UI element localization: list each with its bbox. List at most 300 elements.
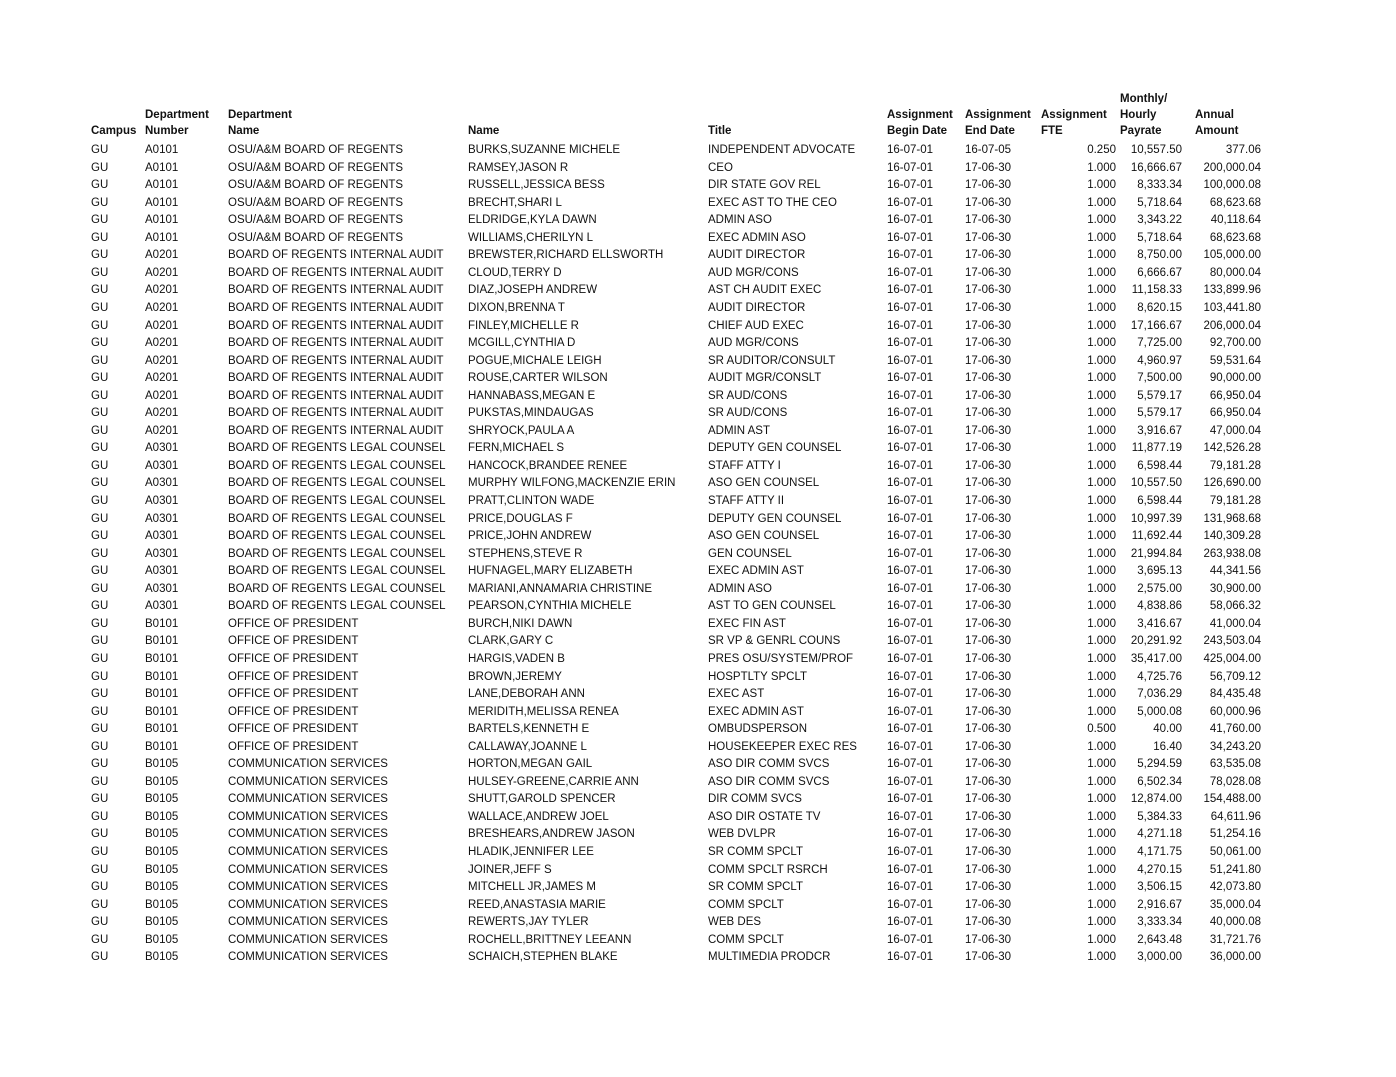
cell-title: HOSPTLTY SPCLT xyxy=(708,670,808,683)
cell-dept-number: B0105 xyxy=(145,863,179,876)
cell-dept-name: BOARD OF REGENTS INTERNAL AUDIT xyxy=(228,337,444,350)
cell-dept-name: OFFICE OF PRESIDENT xyxy=(228,617,359,630)
cell-begin: 16-07-01 xyxy=(887,442,934,455)
cell-dept-number: B0105 xyxy=(145,793,179,806)
cell-annual: 60,000.96 xyxy=(1209,705,1261,718)
cell-end: 17-06-30 xyxy=(965,284,1012,297)
cell-end: 17-06-30 xyxy=(965,810,1012,823)
cell-title: EXEC AST xyxy=(708,688,765,701)
cell-campus: GU xyxy=(91,266,109,279)
header-end-line: Assignment xyxy=(965,109,1031,121)
cell-fte: 0.250 xyxy=(1087,144,1116,156)
cell-annual: 66,950.04 xyxy=(1209,407,1261,420)
cell-begin: 16-07-01 xyxy=(887,916,934,929)
cell-name: SHUTT,GAROLD SPENCER xyxy=(468,793,616,806)
cell-fte: 1.000 xyxy=(1087,372,1116,385)
cell-name: PEARSON,CYNTHIA MICHELE xyxy=(468,600,632,613)
cell-title: SR COMM SPCLT xyxy=(708,846,803,858)
cell-begin: 16-07-01 xyxy=(887,582,934,595)
cell-title: STAFF ATTY I xyxy=(708,459,781,472)
cell-dept-name: OSU/A&M BOARD OF REGENTS xyxy=(228,144,404,156)
header-end-line: End Date xyxy=(965,125,1015,137)
cell-dept-name: BOARD OF REGENTS LEGAL COUNSEL xyxy=(228,600,446,613)
cell-campus: GU xyxy=(91,617,109,630)
cell-end: 17-06-30 xyxy=(965,354,1012,367)
cell-dept-number: B0105 xyxy=(145,933,179,946)
cell-name: CALLAWAY,JOANNE L xyxy=(468,740,587,753)
cell-dept-number: A0301 xyxy=(145,600,179,613)
cell-campus: GU xyxy=(91,582,109,595)
cell-payrate: 7,036.29 xyxy=(1137,688,1182,701)
cell-fte: 1.000 xyxy=(1087,705,1116,718)
cell-campus: GU xyxy=(91,652,109,665)
cell-annual: 103,441.80 xyxy=(1203,301,1261,314)
cell-campus: GU xyxy=(91,512,109,525)
cell-fte: 1.000 xyxy=(1087,881,1116,894)
cell-name: MITCHELL JR,JAMES M xyxy=(468,881,597,894)
cell-end: 17-06-30 xyxy=(965,635,1012,648)
cell-dept-number: A0101 xyxy=(145,144,179,156)
cell-dept-number: A0301 xyxy=(145,547,179,560)
cell-fte: 1.000 xyxy=(1087,793,1116,806)
cell-name: SCHAICH,STEPHEN BLAKE xyxy=(468,951,618,964)
cell-dept-name: OFFICE OF PRESIDENT xyxy=(228,635,359,648)
cell-begin: 16-07-01 xyxy=(887,846,934,858)
cell-dept-name: OFFICE OF PRESIDENT xyxy=(228,688,359,701)
cell-fte: 1.000 xyxy=(1087,565,1116,578)
cell-title: SR AUD/CONS xyxy=(708,389,788,402)
cell-fte: 1.000 xyxy=(1087,530,1116,543)
cell-dept-name: COMMUNICATION SERVICES xyxy=(228,810,388,823)
cell-payrate: 17,166.67 xyxy=(1130,319,1182,332)
cell-fte: 1.000 xyxy=(1087,775,1116,788)
cell-fte: 1.000 xyxy=(1087,407,1116,420)
cell-name: MARIANI,ANNAMARIA CHRISTINE xyxy=(468,582,653,595)
cell-annual: 79,181.28 xyxy=(1209,459,1261,472)
cell-campus: GU xyxy=(91,284,109,297)
cell-title: ASO DIR COMM SVCS xyxy=(708,758,830,771)
cell-title: WEB DES xyxy=(708,916,762,929)
cell-end: 17-06-30 xyxy=(965,565,1012,578)
cell-end: 17-06-30 xyxy=(965,389,1012,402)
cell-begin: 16-07-01 xyxy=(887,284,934,297)
cell-title: ASO DIR COMM SVCS xyxy=(708,775,830,788)
cell-title: SR COMM SPCLT xyxy=(708,881,803,894)
cell-dept-number: A0201 xyxy=(145,301,179,314)
cell-dept-number: B0105 xyxy=(145,881,179,894)
cell-end: 17-06-30 xyxy=(965,424,1012,437)
cell-annual: 263,938.08 xyxy=(1203,547,1261,560)
cell-end: 17-06-30 xyxy=(965,249,1012,262)
cell-fte: 1.000 xyxy=(1087,477,1116,490)
cell-fte: 1.000 xyxy=(1087,828,1116,841)
cell-campus: GU xyxy=(91,249,109,262)
cell-fte: 1.000 xyxy=(1087,617,1116,630)
cell-annual: 35,000.04 xyxy=(1209,898,1261,911)
cell-campus: GU xyxy=(91,600,109,613)
cell-end: 17-06-30 xyxy=(965,442,1012,455)
cell-dept-name: COMMUNICATION SERVICES xyxy=(228,846,388,858)
cell-campus: GU xyxy=(91,442,109,455)
cell-end: 17-06-30 xyxy=(965,161,1012,174)
cell-begin: 16-07-01 xyxy=(887,705,934,718)
cell-payrate: 5,000.08 xyxy=(1137,705,1182,718)
cell-dept-number: A0101 xyxy=(145,214,179,227)
cell-title: EXEC ADMIN AST xyxy=(708,705,804,718)
cell-campus: GU xyxy=(91,565,109,578)
cell-campus: GU xyxy=(91,179,109,192)
cell-dept-number: A0201 xyxy=(145,337,179,350)
cell-annual: 142,526.28 xyxy=(1203,442,1261,455)
cell-begin: 16-07-01 xyxy=(887,775,934,788)
header-payrate-line: Hourly xyxy=(1120,109,1157,121)
cell-fte: 1.000 xyxy=(1087,196,1116,209)
cell-begin: 16-07-01 xyxy=(887,810,934,823)
cell-payrate: 8,750.00 xyxy=(1137,249,1182,262)
cell-dept-number: A0201 xyxy=(145,407,179,420)
header-fte-line: FTE xyxy=(1041,125,1063,137)
cell-campus: GU xyxy=(91,477,109,490)
cell-begin: 16-07-01 xyxy=(887,477,934,490)
cell-title: EXEC ADMIN AST xyxy=(708,565,804,578)
cell-annual: 80,000.04 xyxy=(1209,266,1261,279)
cell-begin: 16-07-01 xyxy=(887,652,934,665)
cell-name: PUKSTAS,MINDAUGAS xyxy=(468,407,594,420)
cell-begin: 16-07-01 xyxy=(887,530,934,543)
header-begin-line: Assignment xyxy=(887,109,953,121)
cell-annual: 63,535.08 xyxy=(1209,758,1261,771)
cell-campus: GU xyxy=(91,196,109,209)
cell-end: 17-06-30 xyxy=(965,846,1012,858)
cell-annual: 377.06 xyxy=(1225,144,1261,156)
cell-dept-name: COMMUNICATION SERVICES xyxy=(228,898,388,911)
cell-name: BURCH,NIKI DAWN xyxy=(468,617,573,630)
cell-end: 17-06-30 xyxy=(965,372,1012,385)
cell-fte: 1.000 xyxy=(1087,916,1116,929)
cell-dept-number: B0101 xyxy=(145,723,179,736)
cell-begin: 16-07-01 xyxy=(887,144,934,156)
cell-end: 17-06-30 xyxy=(965,337,1012,350)
cell-title: GEN COUNSEL xyxy=(708,547,792,560)
cell-annual: 47,000.04 xyxy=(1209,424,1261,437)
cell-dept-number: A0301 xyxy=(145,459,179,472)
cell-payrate: 7,500.00 xyxy=(1137,372,1182,385)
cell-title: PRES OSU/SYSTEM/PROF xyxy=(708,652,854,665)
cell-begin: 16-07-01 xyxy=(887,635,934,648)
cell-name: PRICE,JOHN ANDREW xyxy=(468,530,592,543)
cell-dept-name: BOARD OF REGENTS INTERNAL AUDIT xyxy=(228,249,444,262)
cell-dept-name: COMMUNICATION SERVICES xyxy=(228,933,388,946)
cell-end: 17-06-30 xyxy=(965,758,1012,771)
cell-fte: 1.000 xyxy=(1087,301,1116,314)
cell-fte: 1.000 xyxy=(1087,933,1116,946)
cell-title: DEPUTY GEN COUNSEL xyxy=(708,442,842,455)
cell-campus: GU xyxy=(91,530,109,543)
cell-annual: 243,503.04 xyxy=(1203,635,1261,648)
header-dept-number-line: Department xyxy=(145,109,209,121)
cell-title: EXEC FIN AST xyxy=(708,617,786,630)
cell-name: SHRYOCK,PAULA A xyxy=(468,424,575,437)
cell-dept-number: A0101 xyxy=(145,179,179,192)
cell-annual: 34,243.20 xyxy=(1209,740,1261,753)
cell-dept-number: B0105 xyxy=(145,775,179,788)
cell-annual: 68,623.68 xyxy=(1209,231,1261,244)
cell-end: 17-06-30 xyxy=(965,301,1012,314)
cell-payrate: 16,666.67 xyxy=(1130,161,1182,174)
cell-dept-name: BOARD OF REGENTS LEGAL COUNSEL xyxy=(228,512,446,525)
cell-end: 17-06-30 xyxy=(965,951,1012,964)
cell-end: 17-06-30 xyxy=(965,881,1012,894)
cell-dept-name: BOARD OF REGENTS INTERNAL AUDIT xyxy=(228,301,444,314)
cell-dept-name: BOARD OF REGENTS INTERNAL AUDIT xyxy=(228,389,444,402)
cell-campus: GU xyxy=(91,740,109,753)
cell-title: DEPUTY GEN COUNSEL xyxy=(708,512,842,525)
cell-begin: 16-07-01 xyxy=(887,723,934,736)
header-campus-line: Campus xyxy=(91,125,137,137)
cell-campus: GU xyxy=(91,810,109,823)
cell-dept-number: B0105 xyxy=(145,758,179,771)
cell-campus: GU xyxy=(91,407,109,420)
cell-title: CHIEF AUD EXEC xyxy=(708,319,804,332)
cell-annual: 90,000.00 xyxy=(1209,372,1261,385)
cell-begin: 16-07-01 xyxy=(887,933,934,946)
cell-campus: GU xyxy=(91,916,109,929)
cell-dept-number: A0301 xyxy=(145,565,179,578)
cell-dept-number: A0201 xyxy=(145,389,179,402)
cell-payrate: 11,877.19 xyxy=(1131,442,1182,455)
cell-begin: 16-07-01 xyxy=(887,951,934,964)
cell-fte: 1.000 xyxy=(1087,284,1116,297)
cell-begin: 16-07-01 xyxy=(887,793,934,806)
cell-title: AUDIT DIRECTOR xyxy=(708,249,806,262)
cell-fte: 1.000 xyxy=(1087,389,1116,402)
cell-campus: GU xyxy=(91,863,109,876)
cell-fte: 1.000 xyxy=(1087,214,1116,227)
cell-name: REWERTS,JAY TYLER xyxy=(468,916,589,929)
cell-dept-name: COMMUNICATION SERVICES xyxy=(228,951,388,964)
cell-begin: 16-07-01 xyxy=(887,863,934,876)
cell-annual: 154,488.00 xyxy=(1203,793,1261,806)
cell-campus: GU xyxy=(91,846,109,858)
cell-payrate: 11,158.33 xyxy=(1131,284,1182,297)
cell-fte: 1.000 xyxy=(1087,951,1116,964)
cell-fte: 1.000 xyxy=(1087,635,1116,648)
cell-end: 17-06-30 xyxy=(965,916,1012,929)
cell-dept-name: OSU/A&M BOARD OF REGENTS xyxy=(228,214,404,227)
cell-campus: GU xyxy=(91,495,109,507)
cell-name: STEPHENS,STEVE R xyxy=(468,547,583,560)
cell-end: 16-07-05 xyxy=(965,144,1012,156)
cell-name: BRESHEARS,ANDREW JASON xyxy=(468,828,635,841)
cell-annual: 40,118.64 xyxy=(1210,214,1261,227)
cell-annual: 68,623.68 xyxy=(1209,196,1261,209)
cell-payrate: 2,575.00 xyxy=(1137,582,1182,595)
cell-begin: 16-07-01 xyxy=(887,179,934,192)
header-payrate-line: Payrate xyxy=(1120,125,1162,137)
cell-dept-name: BOARD OF REGENTS LEGAL COUNSEL xyxy=(228,495,446,507)
cell-begin: 16-07-01 xyxy=(887,512,934,525)
cell-campus: GU xyxy=(91,459,109,472)
header-annual-line: Annual xyxy=(1195,109,1234,121)
cell-dept-name: OFFICE OF PRESIDENT xyxy=(228,670,359,683)
cell-campus: GU xyxy=(91,828,109,841)
cell-name: HANNABASS,MEGAN E xyxy=(468,389,596,402)
cell-title: WEB DVLPR xyxy=(708,828,776,841)
cell-end: 17-06-30 xyxy=(965,933,1012,946)
cell-fte: 1.000 xyxy=(1087,161,1116,174)
cell-title: ADMIN ASO xyxy=(708,214,772,227)
cell-begin: 16-07-01 xyxy=(887,372,934,385)
cell-annual: 44,341.56 xyxy=(1209,565,1261,578)
cell-campus: GU xyxy=(91,951,109,964)
cell-dept-number: B0101 xyxy=(145,635,179,648)
cell-fte: 1.000 xyxy=(1087,898,1116,911)
cell-fte: 1.000 xyxy=(1087,846,1116,858)
cell-fte: 0.500 xyxy=(1087,723,1116,736)
cell-dept-name: BOARD OF REGENTS LEGAL COUNSEL xyxy=(228,442,446,455)
cell-begin: 16-07-01 xyxy=(887,424,934,437)
cell-end: 17-06-30 xyxy=(965,196,1012,209)
cell-name: JOINER,JEFF S xyxy=(468,863,552,876)
cell-dept-name: OFFICE OF PRESIDENT xyxy=(228,723,359,736)
cell-payrate: 4,271.18 xyxy=(1137,828,1182,841)
cell-fte: 1.000 xyxy=(1087,863,1116,876)
cell-payrate: 4,270.15 xyxy=(1137,863,1182,876)
cell-end: 17-06-30 xyxy=(965,231,1012,244)
cell-campus: GU xyxy=(91,301,109,314)
cell-annual: 56,709.12 xyxy=(1209,670,1261,683)
cell-name: BROWN,JEREMY xyxy=(468,670,562,683)
header-name-line: Name xyxy=(468,125,500,137)
cell-campus: GU xyxy=(91,144,109,156)
cell-title: AST TO GEN COUNSEL xyxy=(708,600,836,613)
cell-begin: 16-07-01 xyxy=(887,161,934,174)
cell-payrate: 5,579.17 xyxy=(1137,407,1182,420)
cell-fte: 1.000 xyxy=(1087,459,1116,472)
cell-payrate: 3,000.00 xyxy=(1137,951,1182,964)
cell-annual: 92,700.00 xyxy=(1209,337,1261,350)
cell-name: BREWSTER,RICHARD ELLSWORTH xyxy=(468,249,664,262)
cell-name: BARTELS,KENNETH E xyxy=(468,723,590,736)
cell-dept-number: A0201 xyxy=(145,372,179,385)
cell-begin: 16-07-01 xyxy=(887,600,934,613)
cell-payrate: 12,874.00 xyxy=(1130,793,1182,806)
cell-name: WALLACE,ANDREW JOEL xyxy=(468,810,609,823)
cell-dept-name: BOARD OF REGENTS LEGAL COUNSEL xyxy=(228,565,446,578)
cell-end: 17-06-30 xyxy=(965,477,1012,490)
cell-dept-name: OSU/A&M BOARD OF REGENTS xyxy=(228,231,404,244)
cell-begin: 16-07-01 xyxy=(887,828,934,841)
cell-dept-number: B0101 xyxy=(145,688,179,701)
cell-dept-name: BOARD OF REGENTS INTERNAL AUDIT xyxy=(228,319,444,332)
cell-title: AST CH AUDIT EXEC xyxy=(708,284,822,297)
cell-dept-name: COMMUNICATION SERVICES xyxy=(228,881,388,894)
cell-end: 17-06-30 xyxy=(965,600,1012,613)
cell-end: 17-06-30 xyxy=(965,723,1012,736)
cell-dept-name: OFFICE OF PRESIDENT xyxy=(228,705,359,718)
cell-annual: 79,181.28 xyxy=(1209,495,1261,507)
cell-end: 17-06-30 xyxy=(965,670,1012,683)
cell-dept-name: OSU/A&M BOARD OF REGENTS xyxy=(228,179,404,192)
cell-payrate: 6,598.44 xyxy=(1137,459,1182,472)
cell-dept-number: A0101 xyxy=(145,231,179,244)
cell-end: 17-06-30 xyxy=(965,495,1012,507)
cell-campus: GU xyxy=(91,354,109,367)
cell-end: 17-06-30 xyxy=(965,407,1012,420)
cell-fte: 1.000 xyxy=(1087,652,1116,665)
cell-fte: 1.000 xyxy=(1087,758,1116,771)
cell-begin: 16-07-01 xyxy=(887,319,934,332)
cell-name: ELDRIDGE,KYLA DAWN xyxy=(468,214,597,227)
cell-name: DIAZ,JOSEPH ANDREW xyxy=(468,284,598,297)
header-dept-name-line: Name xyxy=(228,125,260,137)
cell-dept-name: OSU/A&M BOARD OF REGENTS xyxy=(228,196,404,209)
cell-title: EXEC ADMIN ASO xyxy=(708,231,806,244)
cell-begin: 16-07-01 xyxy=(887,214,934,227)
cell-dept-name: OFFICE OF PRESIDENT xyxy=(228,740,359,753)
cell-title: ASO GEN COUNSEL xyxy=(708,530,820,543)
cell-title: ASO DIR OSTATE TV xyxy=(708,810,821,823)
cell-title: AUD MGR/CONS xyxy=(708,337,799,350)
cell-end: 17-06-30 xyxy=(965,512,1012,525)
cell-campus: GU xyxy=(91,933,109,946)
cell-fte: 1.000 xyxy=(1087,442,1116,455)
cell-end: 17-06-30 xyxy=(965,530,1012,543)
cell-end: 17-06-30 xyxy=(965,459,1012,472)
cell-payrate: 4,960.97 xyxy=(1137,354,1182,367)
cell-payrate: 3,916.67 xyxy=(1137,424,1182,437)
cell-payrate: 4,838.86 xyxy=(1137,600,1182,613)
cell-title: AUD MGR/CONS xyxy=(708,266,799,279)
cell-dept-number: B0105 xyxy=(145,898,179,911)
cell-payrate: 3,333.34 xyxy=(1137,916,1182,929)
cell-dept-number: A0301 xyxy=(145,442,179,455)
cell-name: LANE,DEBORAH ANN xyxy=(468,688,585,701)
cell-payrate: 6,666.67 xyxy=(1137,266,1182,279)
cell-annual: 36,000.00 xyxy=(1209,951,1261,964)
cell-fte: 1.000 xyxy=(1087,600,1116,613)
cell-fte: 1.000 xyxy=(1087,319,1116,332)
cell-title: HOUSEKEEPER EXEC RES xyxy=(708,740,857,753)
cell-end: 17-06-30 xyxy=(965,775,1012,788)
cell-dept-name: BOARD OF REGENTS INTERNAL AUDIT xyxy=(228,424,444,437)
cell-annual: 41,760.00 xyxy=(1209,723,1261,736)
cell-campus: GU xyxy=(91,547,109,560)
cell-payrate: 6,598.44 xyxy=(1137,495,1182,507)
cell-title: COMM SPCLT xyxy=(708,898,784,911)
cell-annual: 51,254.16 xyxy=(1209,828,1261,841)
cell-title: ADMIN ASO xyxy=(708,582,772,595)
cell-dept-number: A0101 xyxy=(145,196,179,209)
cell-campus: GU xyxy=(91,161,109,174)
cell-dept-number: A0201 xyxy=(145,319,179,332)
header-title-line: Title xyxy=(708,125,732,137)
cell-end: 17-06-30 xyxy=(965,319,1012,332)
cell-payrate: 4,725.76 xyxy=(1137,670,1182,683)
cell-payrate: 2,916.67 xyxy=(1137,898,1182,911)
cell-name: HANCOCK,BRANDEE RENEE xyxy=(468,459,628,472)
cell-dept-number: A0201 xyxy=(145,284,179,297)
cell-annual: 126,690.00 xyxy=(1203,477,1261,490)
cell-dept-name: OSU/A&M BOARD OF REGENTS xyxy=(228,161,404,174)
cell-dept-name: COMMUNICATION SERVICES xyxy=(228,916,388,929)
cell-title: AUDIT MGR/CONSLT xyxy=(708,372,822,385)
cell-payrate: 2,643.48 xyxy=(1137,933,1182,946)
cell-annual: 78,028.08 xyxy=(1209,775,1261,788)
cell-dept-name: OFFICE OF PRESIDENT xyxy=(228,652,359,665)
cell-campus: GU xyxy=(91,793,109,806)
cell-payrate: 10,557.50 xyxy=(1130,144,1182,156)
